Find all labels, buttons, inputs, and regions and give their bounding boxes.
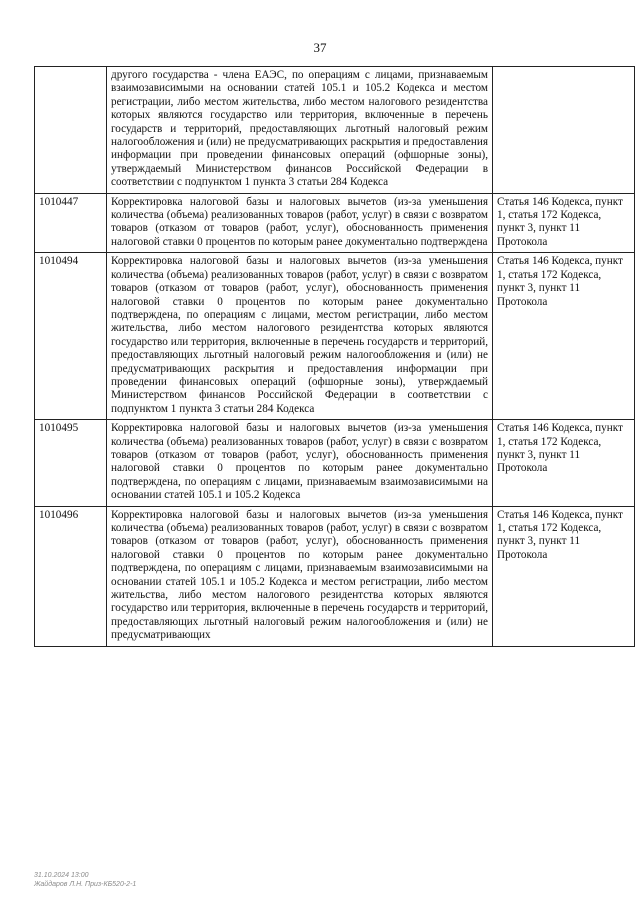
operation-description: Корректировка налоговой базы и налоговых вычетов (из-за уменьшения количества (объема) реализованных товаров (работ, услуг) в связи с возвратом товаров (отказом от товаров (работ, услуг), обоснованность применения налоговой ставки 0 процентов по которым ранее документально подтверждена	[107, 193, 493, 253]
footer-author: Жайдаров Л.Н. Приз-КБ520-2-1	[34, 880, 137, 888]
document-footer	[34, 872, 136, 889]
legal-reference: Статья 146 Кодекса, пункт 1, статья 172 Кодекса, пункт 3, пункт 11 Протокола	[493, 253, 635, 420]
operation-code: 1010494	[35, 253, 107, 420]
footer-timestamp: 31.10.2024 13:00	[34, 872, 89, 879]
legal-reference: Статья 146 Кодекса, пункт 1, статья 172 Кодекса, пункт 3, пункт 11 Протокола	[493, 420, 635, 506]
legal-reference: Статья 146 Кодекса, пункт 1, статья 172 Кодекса, пункт 3, пункт 11 Протокола	[493, 193, 635, 253]
table-row	[35, 420, 635, 506]
operation-code: 1010495	[35, 420, 107, 506]
operation-code	[35, 67, 107, 194]
operation-description: Корректировка налоговой базы и налоговых вычетов (из-за уменьшения количества (объема) реализованных товаров (работ, услуг) в связи с возвратом товаров (отказом от товаров (работ, услуг), обоснованность применения налоговой ставки 0 процентов по которым ранее документально подтверждена, по операциям с лицами, признаваемым взаимозависимыми на основании статей 105.1 и 105.2 Кодекса и местом регистрации, либо местом жительства, либо местом налогового резидентства которых являются государство или территория, включенные в перечень государств и территорий, предоставляющих льготный налоговый режим налогообложения и (или) не предусматривающих	[107, 506, 493, 646]
page-number: 37	[313, 40, 327, 55]
legal-reference	[493, 67, 635, 194]
operation-description: другого государства - члена ЕАЭС, по операциям с лицами, признаваемым взаимозависимыми на основании статей 105.1 и 105.2 Кодекса и местом регистрации, либо местом жительства, либо местом налогового резидентства которых являются государство или территория, включенные в перечень государств и территорий, предоставляющих льготный налоговый режим налогообложения и (или) не предусматривающих раскрытия и предоставления информации при проведении финансовых операций (офшорные зоны), утверждаемый Министерством финансов Российской Федерации в соответствии с подпунктом 1 пункта 3 статьи 284 Кодекса	[107, 67, 493, 194]
operation-code: 1010496	[35, 506, 107, 646]
table-row	[35, 506, 635, 646]
table-row	[35, 253, 635, 420]
operation-description: Корректировка налоговой базы и налоговых вычетов (из-за уменьшения количества (объема) реализованных товаров (работ, услуг) в связи с возвратом товаров (отказом от товаров (работ, услуг), обоснованность применения налоговой ставки 0 процентов по которым ранее документально подтверждена, по операциям с лицами, признаваемым взаимозависимыми на основании статей 105.1 и 105.2 Кодекса	[107, 420, 493, 506]
legal-reference: Статья 146 Кодекса, пункт 1, статья 172 Кодекса, пункт 3, пункт 11 Протокола	[493, 506, 635, 646]
operation-code: 1010447	[35, 193, 107, 253]
codes-table	[34, 66, 635, 647]
operation-description: Корректировка налоговой базы и налоговых вычетов (из-за уменьшения количества (объема) реализованных товаров (работ, услуг) в связи с возвратом товаров (отказом от товаров (работ, услуг), обоснованность применения налоговой ставки 0 процентов по которым ранее документально подтверждена, по операциям с лицами, местом регистрации, либо местом жительства, либо местом налогового резидентства которых являются государство или территория, включенные в перечень государств и территорий, предоставляющих льготный налоговый режим налогообложения и (или) не предусматривающих раскрытия и предоставления информации при проведении финансовых операций (офшорные зоны), утверждаемый Министерством финансов Российской Федерации в соответствии с подпунктом 1 пункта 3 статьи 284 Кодекса	[107, 253, 493, 420]
table-row	[35, 67, 635, 194]
table-row	[35, 193, 635, 253]
